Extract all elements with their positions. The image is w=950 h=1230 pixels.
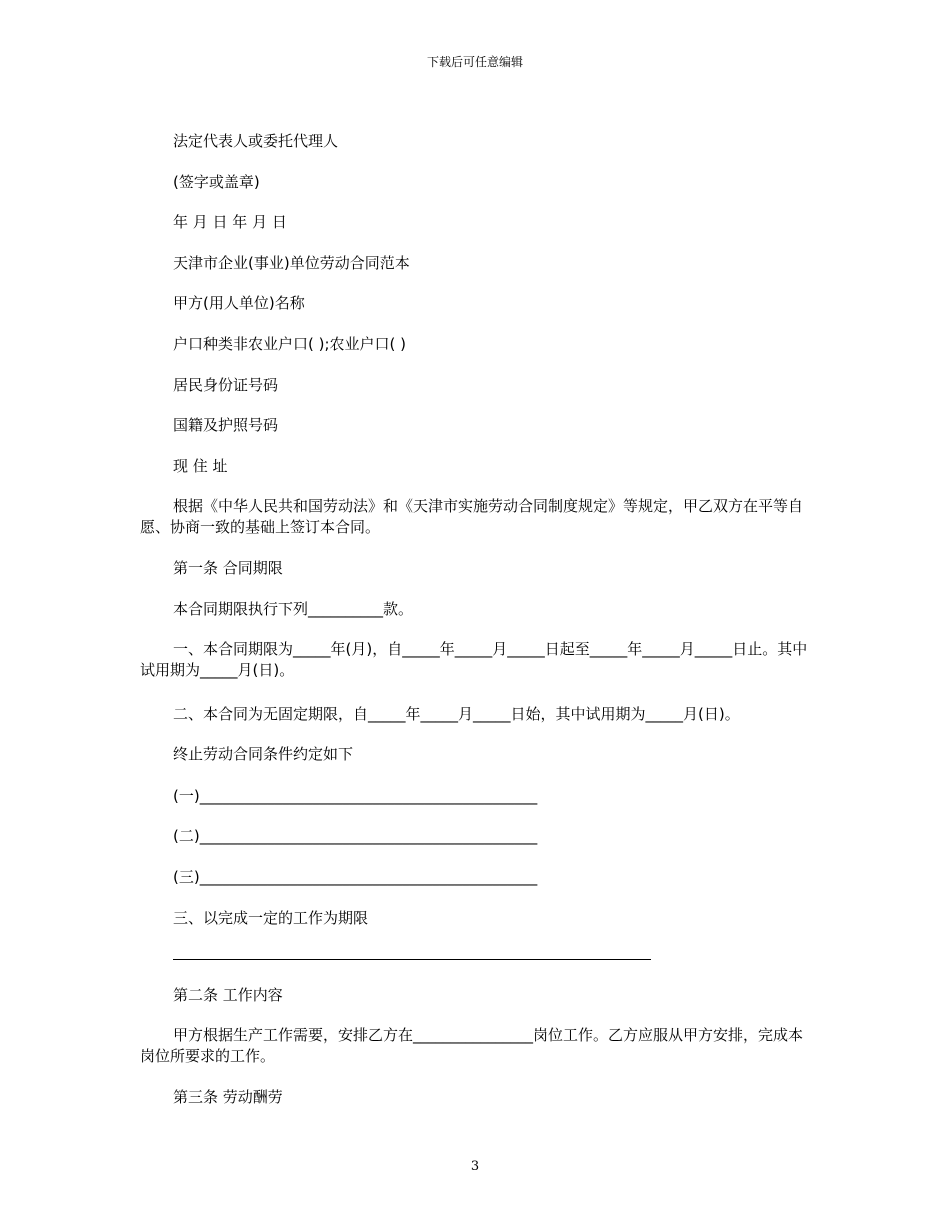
paragraph-signature: (签字或盖章) bbox=[173, 173, 260, 191]
list-item-condition-2: (二)_____________________________________________ bbox=[173, 827, 538, 845]
paragraph-fixed-term: 一、本合同期限为_____年(月)，自_____年_____月_____日起至_____年_____月_____日止。其中试用期为_____月(日)。 bbox=[140, 640, 808, 679]
paragraph-id-number: 居民身份证号码 bbox=[173, 376, 279, 394]
blank-fill-line bbox=[173, 959, 651, 960]
list-item-condition-1: (一)_____________________________________________ bbox=[173, 787, 538, 805]
paragraph-address: 现 住 址 bbox=[173, 457, 228, 475]
page-number: 3 bbox=[470, 1159, 480, 1174]
page-header: 下载后可任意编辑 bbox=[426, 55, 523, 69]
paragraph-nationality-passport: 国籍及护照号码 bbox=[173, 416, 279, 434]
paragraph-term-selection: 本合同期限执行下列__________款。 bbox=[173, 600, 414, 618]
paragraph-legal-representative: 法定代表人或委托代理人 bbox=[173, 132, 339, 150]
paragraph-preamble: 根据《中华人民共和国劳动法》和《天津市实施劳动合同制度规定》等规定，甲乙双方在平等自愿、协商一致的基础上签订本合同。 bbox=[140, 497, 804, 536]
paragraph-task-based-term: 三、以完成一定的工作为期限 bbox=[173, 909, 369, 927]
paragraph-indefinite-term: 二、本合同为无固定期限，自_____年_____月_____日始，其中试用期为_____月(日)。 bbox=[173, 705, 740, 723]
section-heading-article-2: 第二条 工作内容 bbox=[173, 986, 283, 1004]
paragraph-termination-conditions: 终止劳动合同条件约定如下 bbox=[173, 745, 354, 763]
section-heading-article-3: 第三条 劳动酬劳 bbox=[173, 1088, 283, 1106]
paragraph-contract-title: 天津市企业(事业)单位劳动合同范本 bbox=[173, 254, 410, 272]
paragraph-date-fields: 年 月 日 年 月 日 bbox=[173, 213, 287, 231]
paragraph-work-content: 甲方根据生产工作需要，安排乙方在________________岗位工作。乙方应服从甲方安排，完成本岗位所要求的工作。 bbox=[140, 1026, 804, 1065]
section-heading-article-1: 第一条 合同期限 bbox=[173, 559, 283, 577]
list-item-condition-3: (三)_____________________________________________ bbox=[173, 868, 538, 886]
paragraph-party-a-name: 甲方(用人单位)名称 bbox=[173, 294, 305, 312]
paragraph-household-type: 户口种类非农业户口( );农业户口( ) bbox=[173, 335, 406, 353]
